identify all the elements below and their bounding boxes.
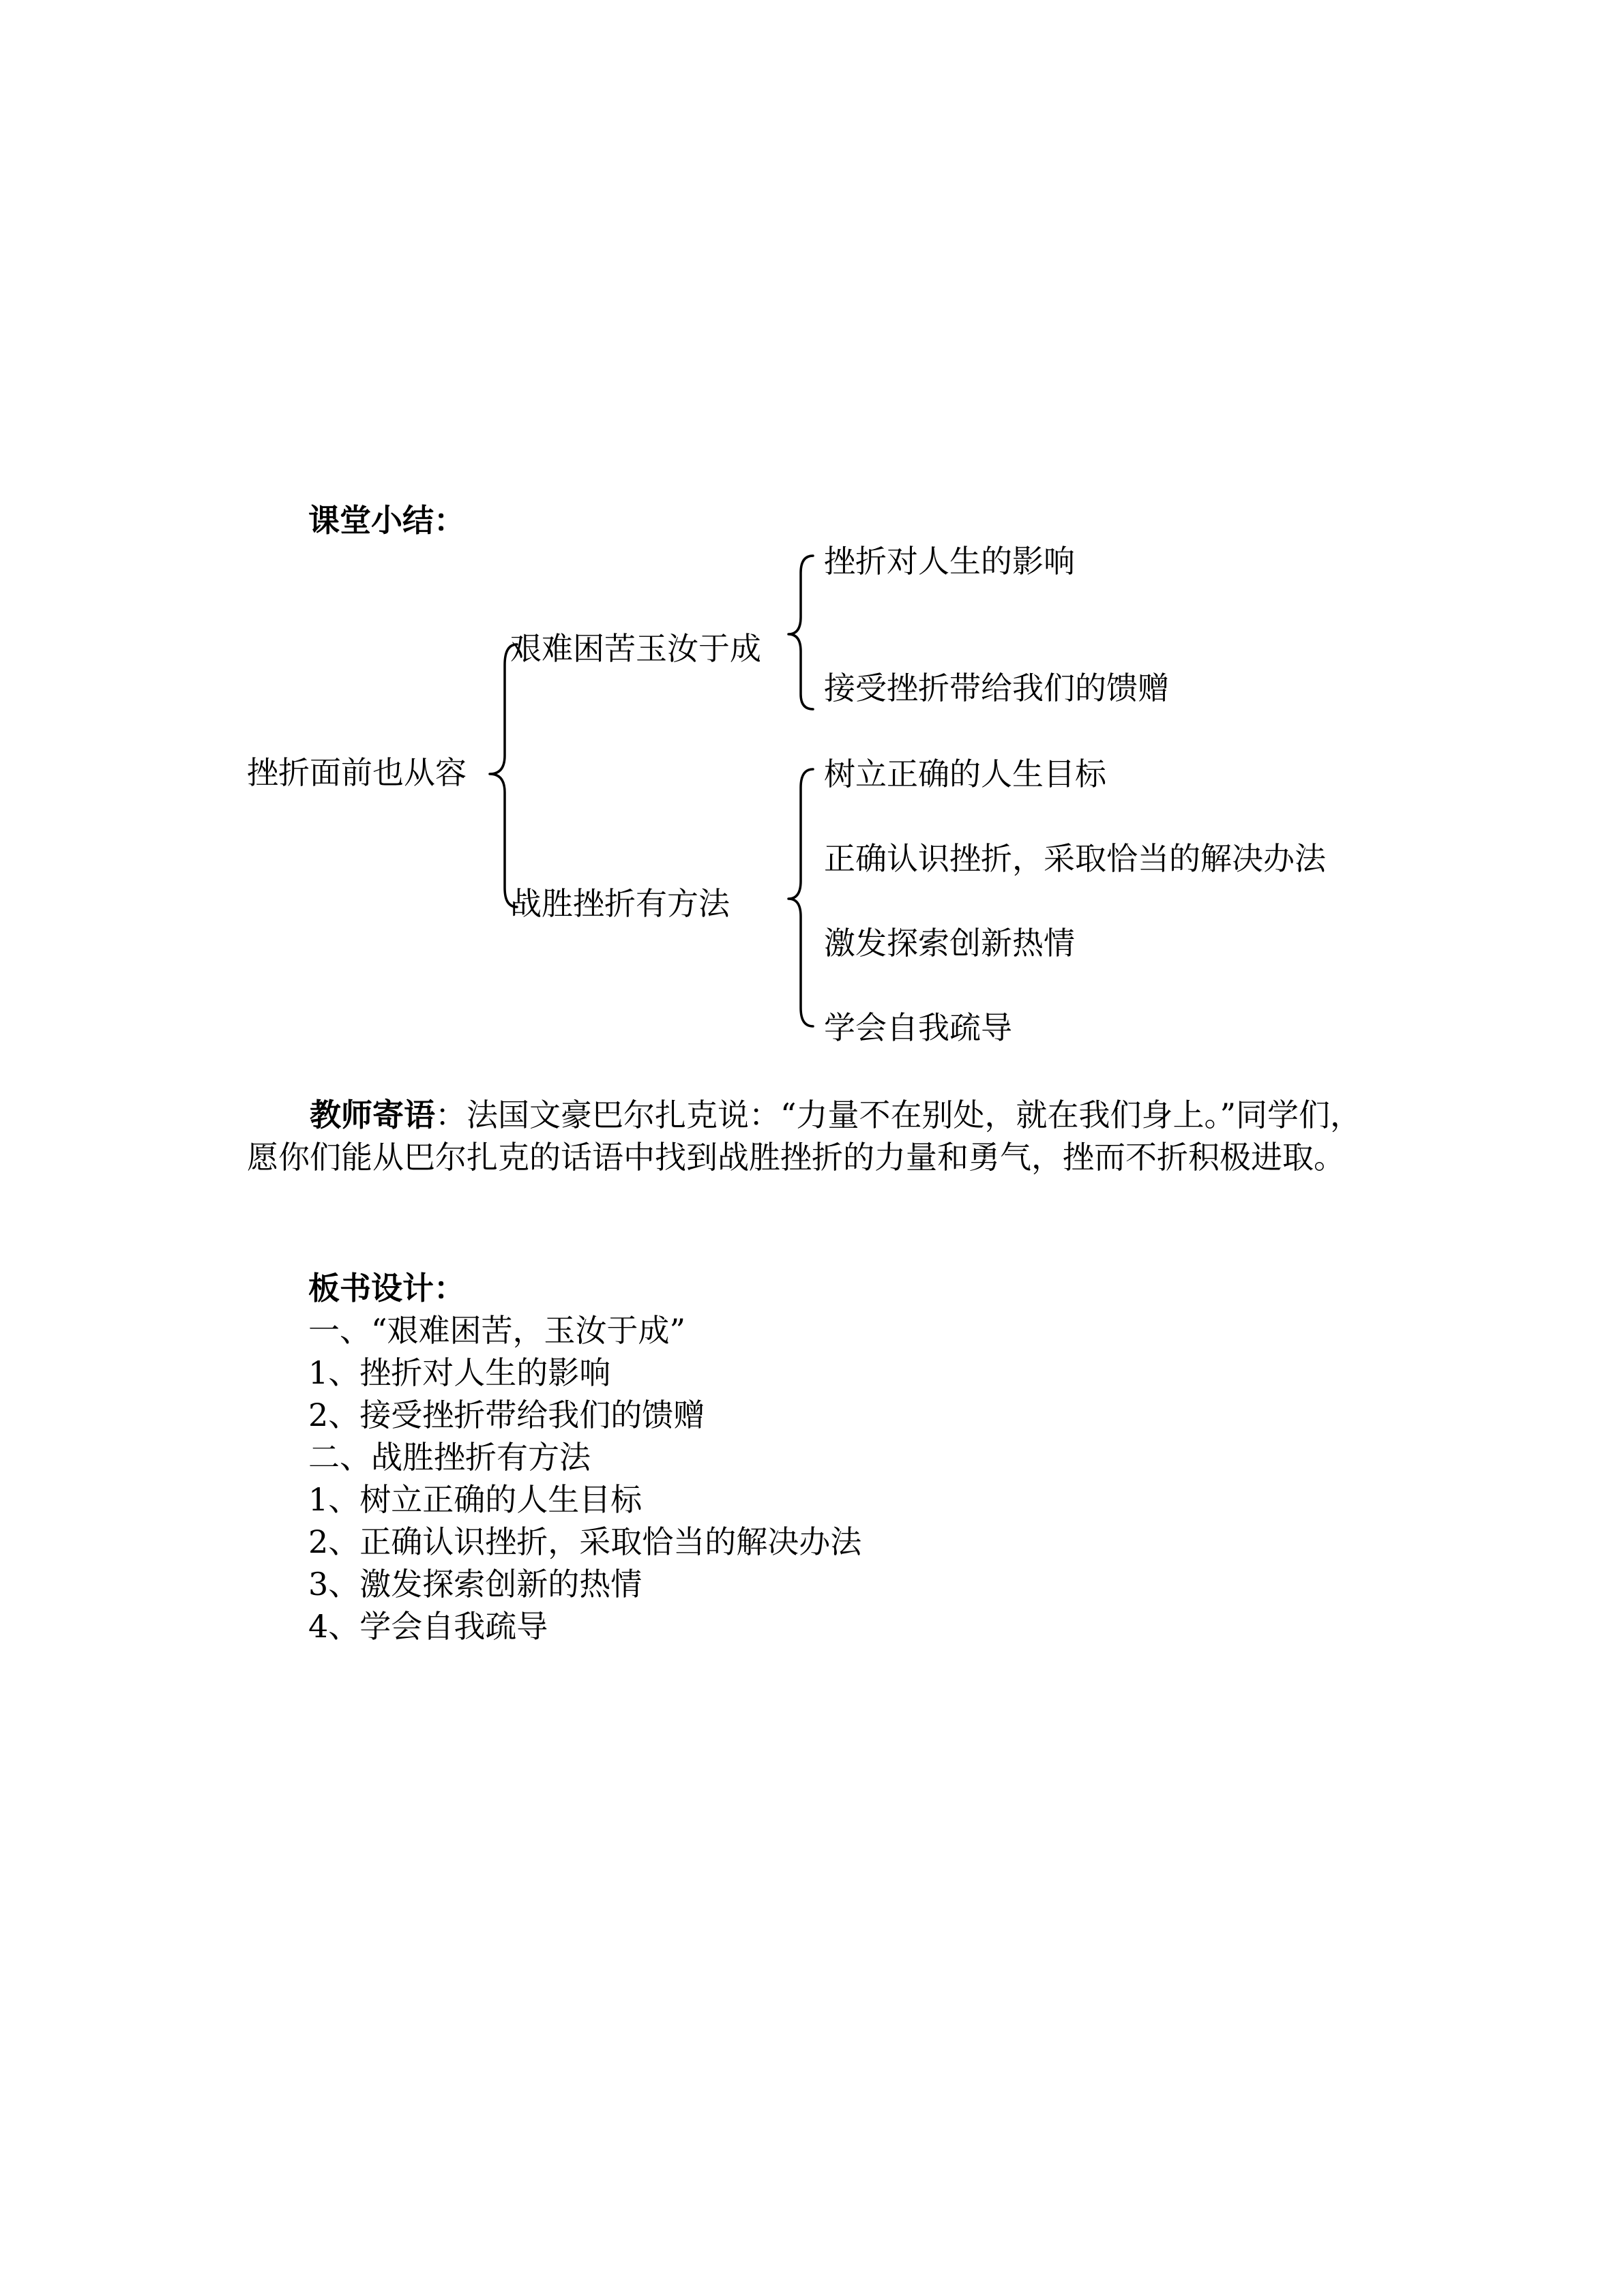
board-heading: 板书设计：	[308, 1270, 465, 1307]
board-line: 1、树立正确的人生目标	[308, 1481, 643, 1518]
brace-branch-1	[788, 556, 813, 709]
board-line: 1、挫折对人生的影响	[308, 1354, 611, 1391]
summary-heading: 课堂小结：	[308, 502, 465, 539]
board-line: 4、学会自我疏导	[308, 1608, 548, 1645]
brace-root	[490, 644, 517, 907]
mindmap-leaf: 挫折对人生的影响	[824, 543, 1075, 580]
mindmap-leaf: 学会自我疏导	[824, 1009, 1012, 1046]
teacher-message	[247, 1094, 1365, 1178]
mindmap-leaf: 树立正确的人生目标	[824, 756, 1106, 792]
board-line: 一、“艰难困苦，玉汝于成”	[308, 1312, 686, 1349]
board-line: 2、接受挫折带给我们的馈赠	[308, 1397, 705, 1433]
board-line: 2、正确认识挫折，采取恰当的解决办法	[308, 1523, 862, 1560]
brace-branch-2	[788, 769, 813, 1026]
board-line: 3、激发探索创新的热情	[308, 1566, 643, 1602]
mindmap-leaf: 激发探索创新热情	[824, 925, 1075, 961]
mindmap-leaf: 正确认识挫折，采取恰当的解决办法	[824, 840, 1326, 877]
mindmap-leaf: 接受挫折带给我们的馈赠	[824, 670, 1169, 706]
teacher-message-text: ：法国文豪巴尔扎克说：“力量不在别处，就在我们身上。”同学们，愿你们能从巴尔扎克的话语中找到战胜挫折的力量和勇气，挫而不折积极进取。	[247, 1097, 1362, 1176]
teacher-message-label: 教师寄语	[310, 1097, 435, 1133]
board-line: 二、战胜挫折有方法	[308, 1439, 591, 1476]
mindmap-branch-2: 战胜挫折有方法	[510, 885, 730, 922]
mindmap-branch-1: 艰难困苦玉汝于成	[510, 630, 761, 667]
mindmap-root: 挫折面前也从容	[247, 754, 467, 791]
